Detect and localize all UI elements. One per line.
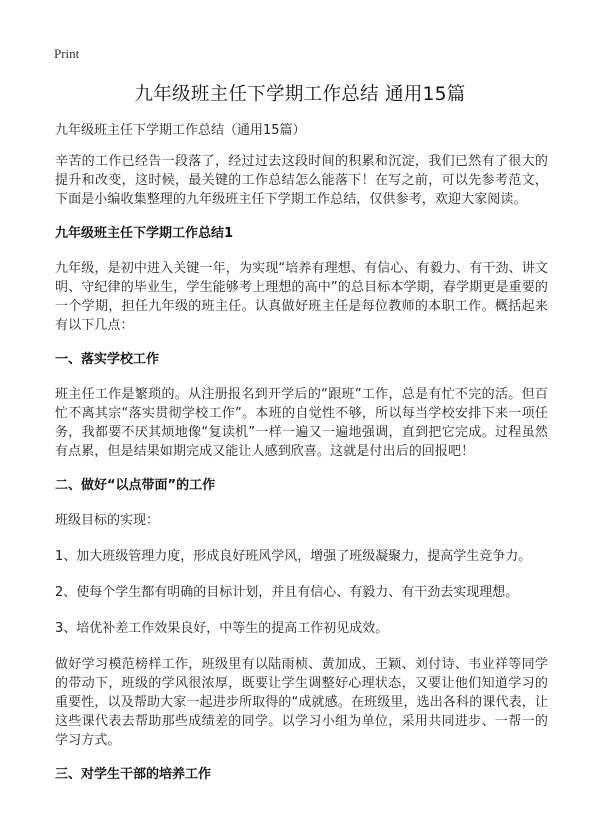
goal-label: 班级目标的实现：: [55, 513, 160, 528]
heading-point-to-surface: 二、做好“以点带面”的工作: [55, 478, 216, 493]
document-title: 九年级班主任下学期工作总结 通用15篇: [134, 84, 466, 105]
paragraph-study-models: 做好学习模范榜样工作，班级里有以陆雨桢、黄加成、王颖、刘付诗、韦业祥等同学的带动下，班级的学风很浓厚，既要让学生调整好心理状态，又要让他们知道学习的重要性，以及帮助大家一起进步所取得的“成就感。在班级里，选出各科的课代表，让这些课代表去帮助那些成绩差的同学。以学习小组为单位，采用共同进步、一帮一的学习方式。: [55, 657, 548, 748]
print-label[interactable]: Print: [54, 46, 80, 61]
goal-item-1: 1、加大班级管理力度，形成良好班风学风，增强了班级凝聚力，提高学生竞争力。: [55, 549, 532, 564]
intro-paragraph: 辛苦的工作已经告一段落了，经过过去这段时间的积累和沉淀，我们已然有了很大的提升和改变，这时候，最关键的工作总结怎么能落下！在写之前，可以先参考范文，下面是小编收集整理的九年级班主任下学期工作总结，仅供参考，欢迎大家阅读。: [55, 154, 548, 207]
section-heading-1: 九年级班主任下学期工作总结1: [55, 226, 234, 241]
paragraph-school-work: 班主任工作是繁琐的。从注册报名到开学后的“跟班”工作，总是有忙不完的活。但百忙不离其宗“落实贯彻学校工作”。本班的自觉性不够，所以每当学校安排下来一项任务，我都要不厌其烦地像“复读机”一样一遍又一遍地强调，直到把它完成。过程虽然有点累，但是结果如期完成又能让人感到欣喜。这就是付出后的回报吧！: [55, 387, 548, 459]
heading-student-cadres: 三、对学生干部的培养工作: [55, 767, 212, 782]
document-body: [55, 122, 548, 800]
goal-item-3: 3、培优补差工作效果良好，中等生的提高工作初见成效。: [55, 621, 389, 636]
section-1-paragraph: 九年级，是初中进入关键一年，为实现“培养有理想、有信心、有毅力、有干劲、讲文明、守纪律的毕业生，学生能够考上理想的高中”的总目标本学期，春学期更是重要的一个学期，担任九年级的班主任。认真做好班主任是每位教师的本职工作。概括起来有以下几点：: [55, 261, 548, 333]
goal-item-2: 2、使每个学生都有明确的目标计划，并且有信心、有毅力、有干劲去实现理想。: [55, 585, 519, 600]
document-subtitle: 九年级班主任下学期工作总结（通用15篇）: [55, 123, 306, 138]
heading-implement-school-work: 一、落实学校工作: [55, 352, 160, 367]
